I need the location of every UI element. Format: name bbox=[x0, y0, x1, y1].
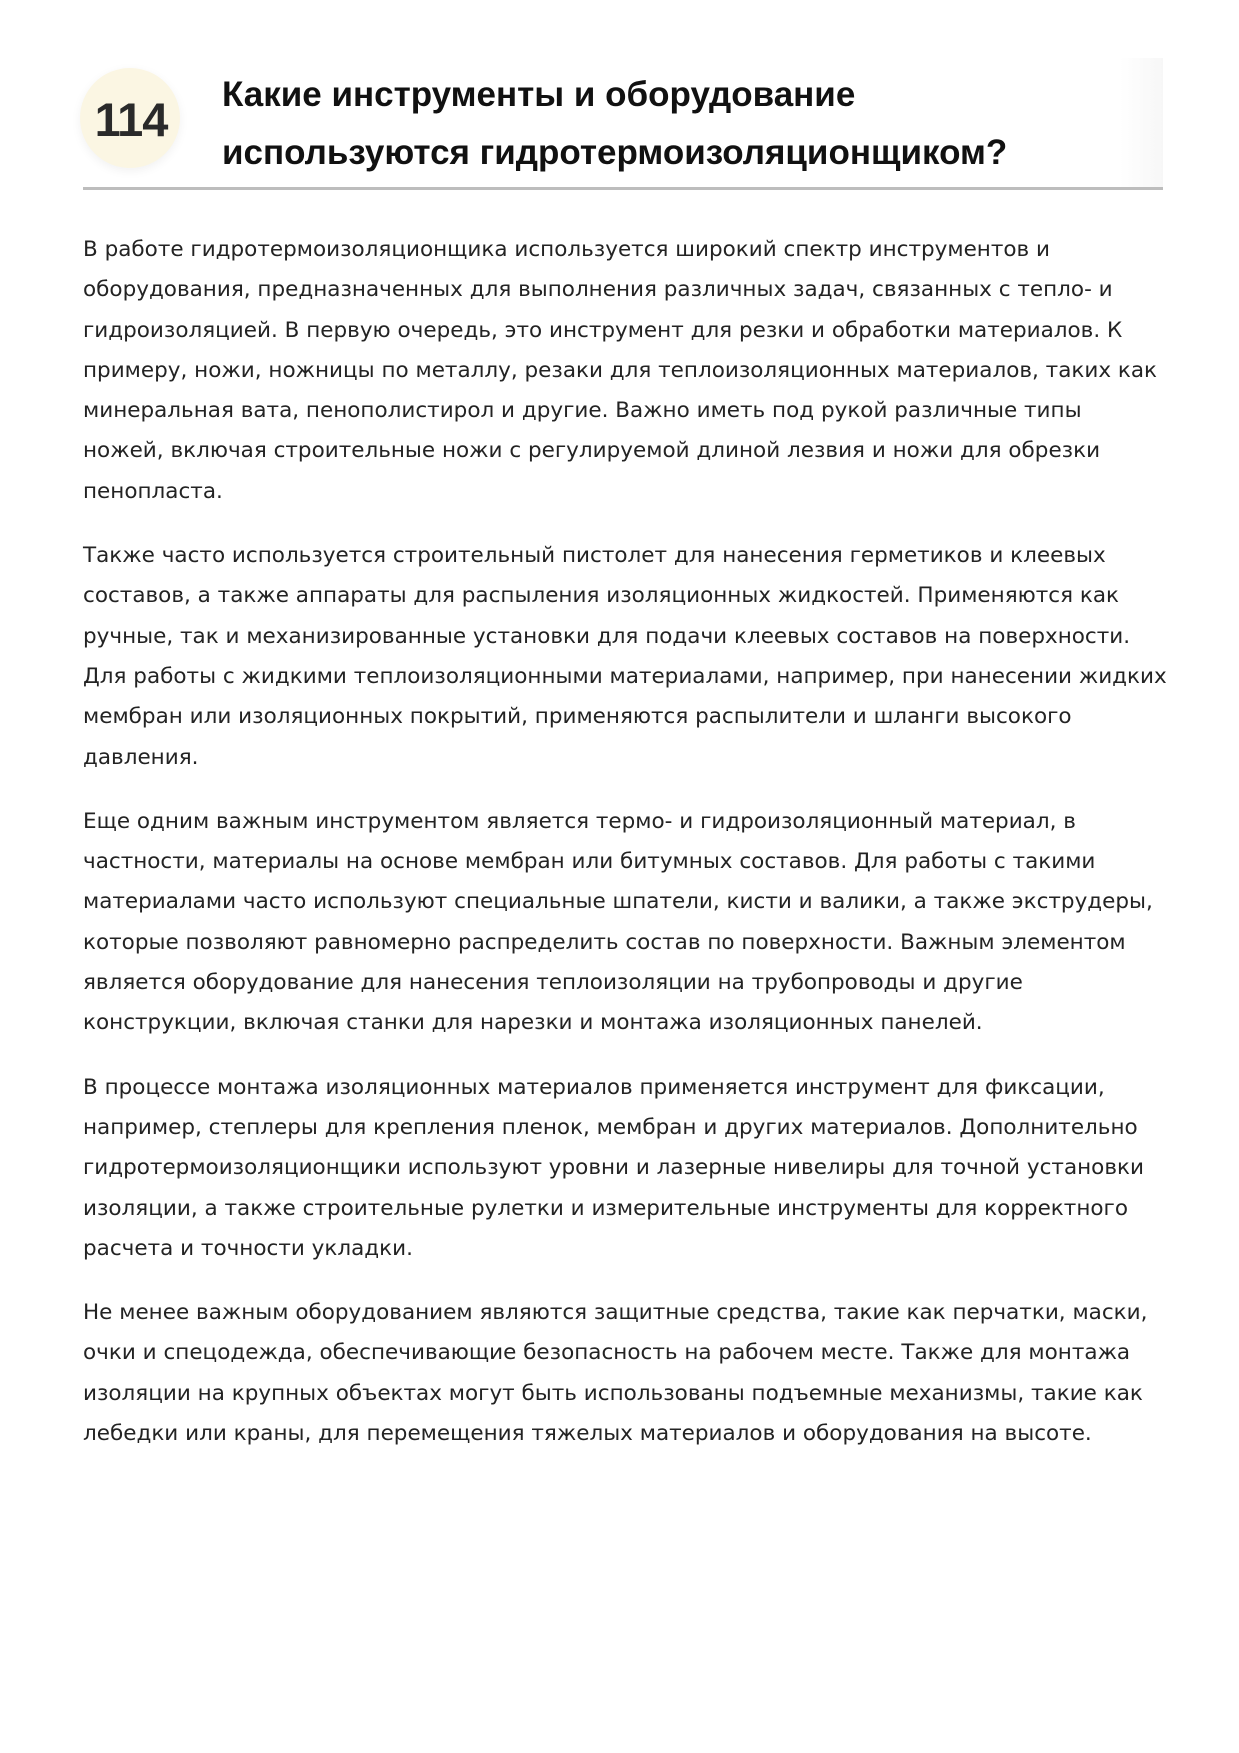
paragraph: В работе гидротермоизоляционщика используется широкий спектр инструментов и оборудования, предназначенных для выполнения различных задач, связанных с тепло- и гидроизоляцией. В первую очередь, это инструмент для резки и обработки материалов. К примеру, ножи, ножницы по металлу, резаки для теплоизоляционных материалов, таких как минеральная вата, пенополистирол и другие. Важно иметь под рукой различные типы ножей, включая строительные ножи с регулируемой длиной лезвия и ножи для обрезки пенопласта. bbox=[83, 237, 1158, 504]
question-title-line-1: Какие инструменты и оборудование bbox=[222, 75, 856, 114]
paragraph: Также часто используется строительный пистолет для нанесения герметиков и клеевых составов, а также аппараты для распыления изоляционных жидкостей. Применяются как ручные, так и механизированные установки для подачи клеевых составов на поверхности. Для работы с жидкими теплоизоляционными материалами, например, при нанесении жидких мембран или изоляционных покрытий, применяются распылители и шланги высокого давления. bbox=[83, 543, 1167, 770]
header-divider bbox=[83, 187, 1163, 190]
paragraph: В процессе монтажа изоляционных материалов применяется инструмент для фиксации, например, степлеры для крепления пленок, мембран и других материалов. Дополнительно гидротермоизоляционщики используют уровни и лазерные нивелиры для точной установки изоляции, а также строительные рулетки и измерительные инструменты для корректного расчета и точности укладки. bbox=[83, 1074, 1144, 1261]
answer-body bbox=[83, 230, 1168, 1478]
question-number: 114 bbox=[94, 93, 168, 146]
paragraph: Не менее важным оборудованием являются защитные средства, такие как перчатки, маски, очки и спецодежда, обеспечивающие безопасность на рабочем месте. Также для монтажа изоляции на крупных объектах могут быть использованы подъемные механизмы, такие как лебедки или краны, для перемещения тяжелых материалов и оборудования на высоте. bbox=[83, 1300, 1148, 1447]
paragraph: Еще одним важным инструментом является термо- и гидроизоляционный материал, в частности, материалы на основе мембран или битумных составов. Для работы с такими материалами часто используют специальные шпатели, кисти и валики, а также экструдеры, которые позволяют равномерно распределить состав по поверхности. Важным элементом является оборудование для нанесения теплоизоляции на трубопроводы и другие конструкции, включая станки для нарезки и монтажа изоляционных панелей. bbox=[83, 808, 1153, 1036]
question-title bbox=[222, 66, 1122, 182]
question-title-line-2: используются гидротермоизоляционщиком? bbox=[222, 133, 1008, 172]
